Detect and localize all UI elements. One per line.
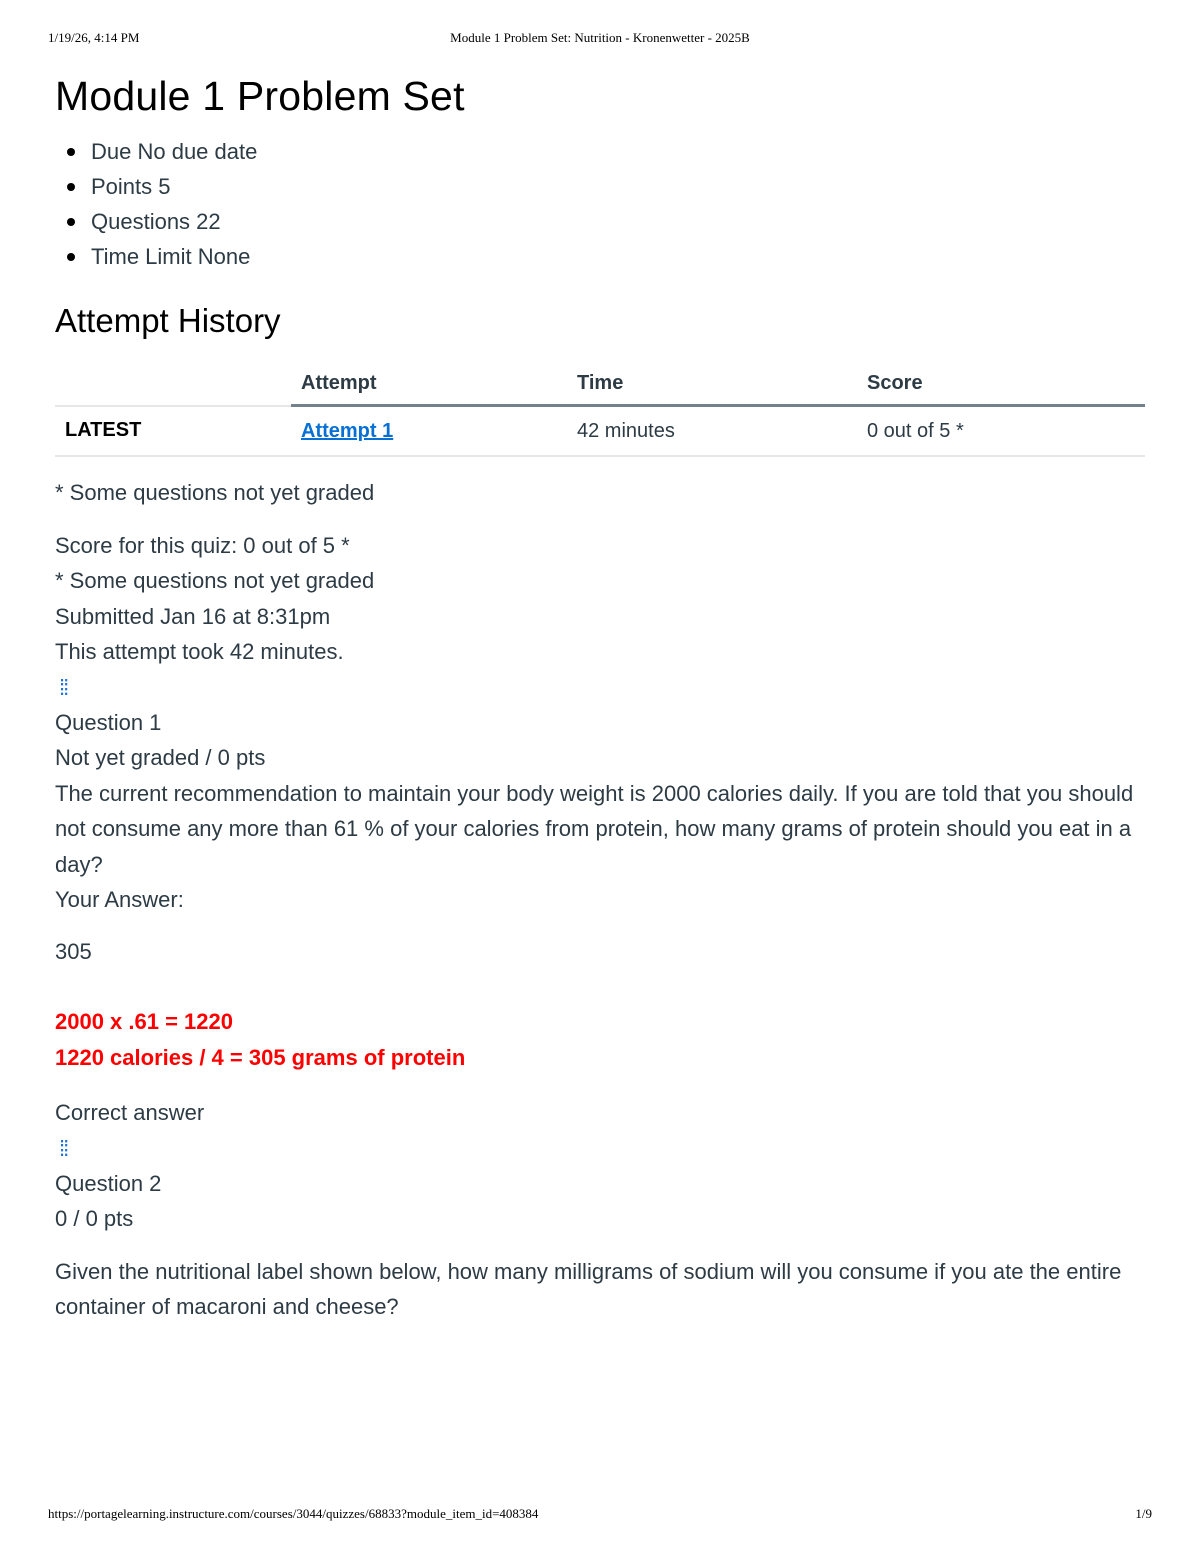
attempt-cell bbox=[291, 406, 567, 457]
print-doc-title: Module 1 Problem Set: Nutrition - Kronenwetter - 2025B bbox=[450, 30, 750, 45]
quiz-meta-list bbox=[55, 134, 1145, 274]
column-header-attempt: Attempt bbox=[291, 362, 567, 406]
question-1-answer-label: Your Answer: bbox=[55, 887, 184, 912]
drag-handle-icon[interactable]: ⁞⁞ bbox=[59, 674, 68, 700]
question-2-points: 0 / 0 pts bbox=[55, 1206, 134, 1231]
question-1-result: Correct answer bbox=[55, 1100, 205, 1125]
question-1-points: Not yet graded / 0 pts bbox=[55, 745, 266, 770]
column-header-time: Time bbox=[567, 362, 857, 406]
question-1-title: Question 1 bbox=[55, 709, 162, 735]
question-1-answer: 305 bbox=[55, 938, 92, 964]
ungraded-note: * Some questions not yet graded bbox=[55, 568, 375, 593]
question-2-text: Given the nutritional label shown below, how many milligrams of sodium will you consume if you ate the entire container of macaroni and cheese? bbox=[55, 1258, 1122, 1319]
ungraded-footnote: * Some questions not yet graded bbox=[55, 480, 375, 505]
attempt-1-link[interactable]: Attempt 1 bbox=[301, 419, 394, 442]
table-row bbox=[55, 406, 1145, 457]
attempt-history-title: Attempt History bbox=[55, 302, 281, 339]
question-1-work-line-2: 1220 calories / 4 = 305 grams of protein bbox=[55, 1044, 466, 1070]
time-limit: Time Limit None bbox=[55, 239, 1145, 274]
quiz-summary bbox=[55, 475, 1145, 1325]
print-url: https://portagelearning.instructure.com/courses/3044/quizzes/68833?module_item_id=408384 bbox=[48, 1506, 539, 1521]
quiz-content bbox=[55, 70, 1145, 1325]
attempt-time: 42 minutes bbox=[567, 406, 857, 457]
submitted-time: Submitted Jan 16 at 8:31pm bbox=[55, 603, 331, 629]
attempt-duration: This attempt took 42 minutes. bbox=[55, 639, 344, 664]
print-page-number: 1/9 bbox=[1135, 1506, 1152, 1521]
points: Points 5 bbox=[55, 169, 1145, 204]
question-2-title: Question 2 bbox=[55, 1170, 162, 1196]
table-header-row bbox=[55, 362, 1145, 406]
column-header-blank bbox=[55, 362, 291, 406]
latest-label: LATEST bbox=[55, 406, 291, 457]
column-header-score: Score bbox=[857, 362, 1145, 406]
print-datetime: 1/19/26, 4:14 PM bbox=[48, 30, 140, 45]
attempt-score: 0 out of 5 * bbox=[857, 406, 1145, 457]
quiz-score: Score for this quiz: 0 out of 5 * bbox=[55, 532, 350, 558]
question-count: Questions 22 bbox=[55, 204, 1145, 239]
due-date: Due No due date bbox=[55, 134, 1145, 169]
question-1-work-line-1: 2000 x .61 = 1220 bbox=[55, 1009, 233, 1034]
page-title: Module 1 Problem Set bbox=[55, 73, 465, 119]
question-1-text: The current recommendation to maintain your body weight is 2000 calories daily. If you are told that you should not consume any more than 61 % of your calories from protein, how many grams of protein should you eat in a day? bbox=[55, 780, 1134, 877]
drag-handle-icon[interactable]: ⁞⁞ bbox=[59, 1135, 68, 1161]
attempt-history-table bbox=[55, 362, 1145, 457]
